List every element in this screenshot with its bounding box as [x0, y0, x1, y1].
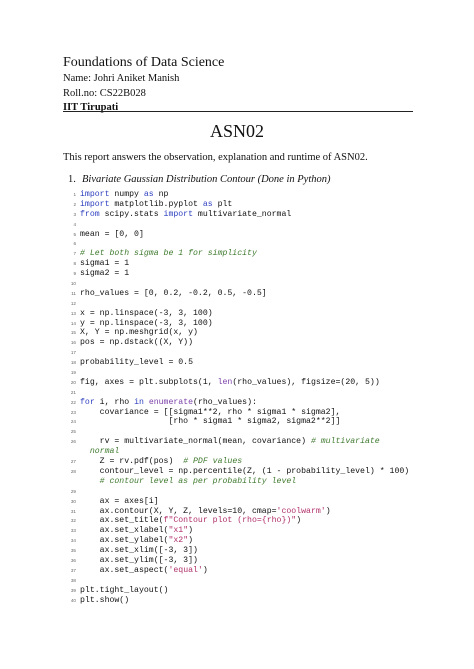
code-line	[67, 319, 417, 329]
line-number: 23	[70, 409, 76, 415]
roll-number: Roll.no: CS22B028	[63, 88, 146, 99]
code-text: ax.contour(X, Y, Z, levels=10, cmap='coolwarm')	[80, 506, 331, 516]
code-line	[67, 200, 417, 210]
institute-name: IIT Tirupati	[63, 102, 119, 113]
code-text: fig, axes = plt.subplots(1, len(rho_values), figsize=(20, 5))	[80, 377, 380, 387]
code-text: pos = np.dstack((X, Y))	[80, 338, 194, 348]
code-line	[67, 259, 417, 269]
code-text: X, Y = np.meshgrid(x, y)	[80, 328, 198, 338]
code-line	[67, 368, 417, 378]
code-text: import numpy as np	[80, 190, 169, 199]
code-text: ax.set_xlabel("x1")	[80, 526, 194, 536]
line-number: 19	[70, 370, 76, 376]
code-text: rv = multivariate_normal(mean, covariance) # multivariate	[80, 437, 380, 447]
code-line	[67, 408, 417, 418]
code-text: y = np.linspace(-3, 3, 100)	[80, 318, 213, 328]
code-text: ax.set_xlim([-3, 3])	[80, 546, 198, 556]
code-line	[67, 457, 417, 467]
code-line	[67, 358, 417, 368]
line-number: 40	[70, 597, 76, 603]
code-text: probability_level = 0.5	[80, 358, 194, 368]
line-number: 9	[73, 271, 76, 277]
code-text: contour_level = np.percentile(Z, (1 - probability_level) * 100)	[80, 466, 410, 476]
line-number: 21	[70, 389, 76, 395]
code-line	[67, 556, 417, 566]
code-text: covariance = [[sigma1**2, rho * sigma1 * sigma2],	[80, 407, 341, 417]
line-number: 13	[70, 310, 76, 316]
code-text: Z = rv.pdf(pos) # PDF values	[80, 457, 243, 467]
code-text: x = np.linspace(-3, 3, 100)	[80, 308, 213, 318]
code-line	[67, 596, 417, 606]
line-number: 3	[73, 211, 76, 217]
code-text: rho_values = [0, 0.2, -0.2, 0.5, -0.5]	[80, 288, 267, 298]
line-number: 22	[70, 399, 76, 405]
code-line	[67, 279, 417, 289]
line-number: 15	[70, 330, 76, 336]
header-rule	[63, 111, 413, 112]
code-line	[67, 566, 417, 576]
code-listing	[67, 190, 417, 605]
line-number: 10	[70, 281, 76, 287]
code-text: normal	[80, 447, 120, 457]
course-title: Foundations of Data Science	[63, 55, 225, 70]
code-line	[67, 289, 417, 299]
code-line	[67, 477, 417, 487]
code-line	[67, 378, 417, 388]
code-text: ax.set_aspect('equal')	[80, 565, 208, 575]
line-number: 2	[73, 201, 76, 207]
code-text: sigma1 = 1	[80, 259, 130, 269]
section-number: 1.	[68, 174, 76, 185]
code-text: ax.set_ylabel("x2")	[80, 536, 194, 546]
line-number: 12	[70, 300, 76, 306]
code-line	[67, 536, 417, 546]
report-header	[63, 54, 413, 115]
line-number: 25	[70, 429, 76, 435]
code-line	[67, 586, 417, 596]
code-line	[67, 437, 417, 447]
line-number: 32	[70, 518, 76, 524]
line-number: 8	[73, 261, 76, 267]
code-text: plt.show()	[80, 595, 130, 605]
line-number: 18	[70, 360, 76, 366]
code-line	[67, 576, 417, 586]
code-line	[67, 230, 417, 240]
code-line	[67, 417, 417, 427]
code-line	[67, 309, 417, 319]
line-number: 16	[70, 340, 76, 346]
code-line	[67, 249, 417, 259]
code-text: # contour level as per probability level	[99, 476, 297, 486]
code-line	[67, 546, 417, 556]
line-number: 4	[73, 221, 76, 227]
code-line	[67, 328, 417, 338]
line-number: 5	[73, 231, 76, 237]
code-line	[67, 190, 417, 200]
section-title: Bivariate Gaussian Distribution Contour (Done in Python)	[82, 174, 331, 185]
code-text: [rho * sigma1 * sigma2, sigma2**2]]	[80, 417, 341, 427]
line-number: 34	[70, 538, 76, 544]
line-number: 28	[70, 468, 76, 474]
code-line	[67, 398, 417, 408]
line-number: 31	[70, 508, 76, 514]
line-number: 37	[70, 567, 76, 573]
line-number: 17	[70, 350, 76, 356]
code-line	[67, 497, 417, 507]
code-text: plt.tight_layout()	[80, 585, 169, 595]
code-line	[67, 338, 417, 348]
code-text: ax.set_ylim([-3, 3])	[80, 555, 198, 565]
student-name: Name: Johri Aniket Manish	[63, 73, 180, 84]
code-line	[67, 447, 417, 457]
code-line	[67, 299, 417, 309]
line-number: 26	[70, 439, 76, 445]
document-title: ASN02	[209, 121, 264, 141]
line-number: 24	[70, 419, 76, 425]
line-number: 6	[73, 241, 76, 247]
code-line	[67, 220, 417, 230]
line-number: 1	[73, 192, 76, 197]
code-text: mean = [0, 0]	[80, 229, 144, 239]
intro-paragraph: This report answers the observation, explanation and runtime of ASN02.	[63, 152, 368, 163]
line-number: 35	[70, 548, 76, 554]
code-text: for i, rho in enumerate(rho_values):	[80, 397, 257, 407]
line-number: 33	[70, 528, 76, 534]
code-text: ax = axes[i]	[80, 496, 159, 506]
code-line	[67, 210, 417, 220]
code-text: from scipy.stats import multivariate_normal	[80, 209, 292, 219]
code-line	[67, 516, 417, 526]
code-line	[67, 526, 417, 536]
line-number: 29	[70, 488, 76, 494]
code-line	[67, 427, 417, 437]
code-text: ax.set_title(f"Contour plot (rho={rho})")	[80, 516, 302, 526]
line-number: 20	[70, 379, 76, 385]
code-line	[67, 467, 417, 477]
code-line	[67, 388, 417, 398]
line-number: 27	[70, 459, 76, 465]
line-number: 30	[70, 498, 76, 504]
line-number: 14	[70, 320, 76, 326]
code-line	[67, 239, 417, 249]
code-line	[67, 348, 417, 358]
code-text: import matplotlib.pyplot as plt	[80, 199, 233, 209]
line-number: 38	[70, 577, 76, 583]
code-text: # Let both sigma be 1 for simplicity	[80, 249, 257, 259]
line-number: 7	[73, 251, 76, 257]
code-text: sigma2 = 1	[80, 269, 130, 279]
code-line	[67, 269, 417, 279]
line-number: 39	[70, 587, 76, 593]
line-number: 36	[70, 557, 76, 563]
line-number: 11	[71, 290, 76, 296]
code-line	[67, 507, 417, 517]
section-heading	[68, 174, 331, 185]
code-line	[67, 487, 417, 497]
